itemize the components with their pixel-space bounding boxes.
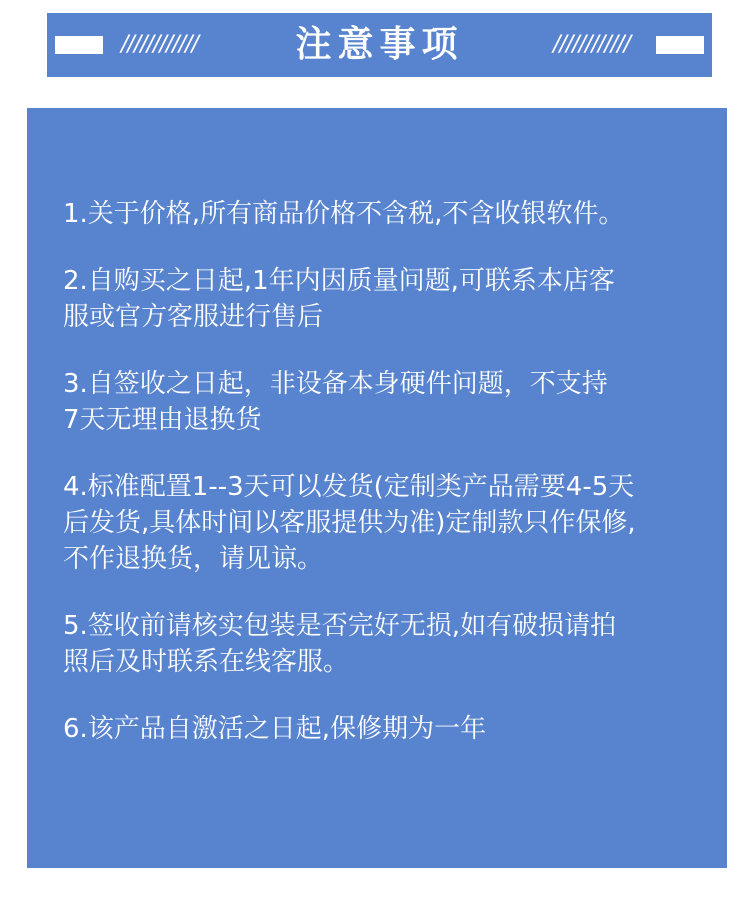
header-left-slashes: ////////////	[121, 32, 198, 57]
notice-item-6	[63, 711, 723, 747]
notice-item-4	[63, 469, 723, 577]
notice-panel	[27, 108, 727, 868]
notice-item-6-line-1: 6.该产品自激活之日起,保修期为一年	[63, 714, 487, 744]
notice-item-4-line-3: 不作退换货，请见谅。	[63, 544, 324, 574]
notice-item-2-line-2: 服或官方客服进行售后	[63, 302, 324, 332]
notice-item-3-line-1: 3.自签收之日起，非设备本身硬件问题，不支持	[63, 369, 608, 399]
notice-item-1	[63, 196, 723, 232]
notice-item-4-line-2: 后发货,具体时间以客服提供为准)定制款只作保修,	[63, 508, 636, 538]
notice-list	[63, 196, 723, 778]
header-right-slashes: ////////////	[553, 32, 630, 57]
notice-item-1-line-1: 1.关于价格,所有商品价格不含税,不含收银软件。	[63, 199, 625, 229]
notice-item-2-line-1: 2.自购买之日起,1年内因质量问题,可联系本店客	[63, 266, 615, 296]
notice-item-2	[63, 263, 723, 335]
page-title: 注意事项	[295, 24, 464, 65]
header-right-bar	[656, 36, 704, 54]
notice-item-5-line-2: 照后及时联系在线客服。	[63, 647, 350, 677]
notice-item-3	[63, 366, 723, 438]
notice-item-4-line-1: 4.标准配置1--3天可以发货(定制类产品需要4-5天	[63, 472, 635, 502]
header-banner	[47, 13, 712, 77]
notice-item-3-line-2: 7天无理由退换货	[63, 405, 262, 435]
notice-item-5	[63, 608, 723, 680]
notice-item-5-line-1: 5.签收前请核实包装是否完好无损,如有破损请拍	[63, 611, 617, 641]
